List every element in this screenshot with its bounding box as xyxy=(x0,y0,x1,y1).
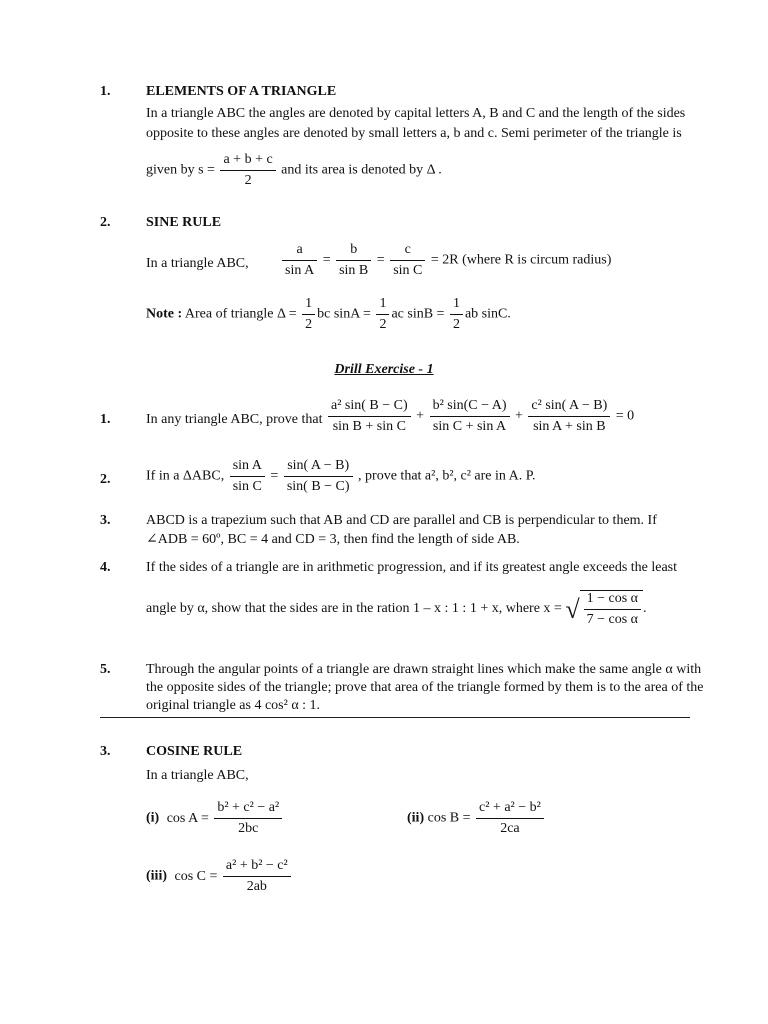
paragraph-line: In a triangle ABC, xyxy=(146,768,249,783)
fraction xyxy=(220,152,275,189)
q4-formula xyxy=(146,590,647,628)
q2-formula xyxy=(146,458,536,495)
section-divider xyxy=(100,717,690,718)
formula-text: = 2R (where R is circum radius) xyxy=(430,252,612,268)
sine-rule-intro: In a triangle ABC, xyxy=(146,256,249,271)
cosine-a-formula xyxy=(146,800,284,837)
area-note xyxy=(146,296,511,333)
numerator: b² sin(C − A) xyxy=(430,398,510,417)
numerator: a xyxy=(282,242,317,261)
question-number: 5. xyxy=(100,662,111,677)
drill-title-wrap xyxy=(0,362,768,378)
denominator: sin( B − C) xyxy=(286,479,350,494)
fraction xyxy=(302,296,315,333)
equals-sign: = xyxy=(270,468,279,484)
plus-sign: + xyxy=(515,408,523,424)
equals-sign: = xyxy=(322,252,331,268)
numerator: c² sin( A − B) xyxy=(528,398,610,417)
question-line: ABCD is a trapezium such that AB and CD are parallel and CB is perpendicular to them. If xyxy=(146,513,657,528)
numerator: 1 xyxy=(376,296,389,315)
denominator: 2ab xyxy=(246,879,267,894)
denominator: 2 xyxy=(305,317,313,332)
numerator: sin A xyxy=(230,458,265,477)
formula-text: , prove that a², b², c² are in A. P. xyxy=(358,468,536,484)
drill-title: Drill Exercise - 1 xyxy=(334,362,434,377)
radicand xyxy=(580,590,643,628)
denominator: sin C xyxy=(232,479,262,494)
formula-text: Area of triangle Δ = xyxy=(184,306,297,322)
sine-rule-formula xyxy=(280,242,611,279)
fraction xyxy=(230,458,265,495)
formula-text: bc sinA = xyxy=(317,306,371,322)
numerator: c² + a² − b² xyxy=(476,800,544,819)
fraction xyxy=(336,242,371,279)
plus-sign: + xyxy=(416,408,425,424)
fraction xyxy=(528,398,610,435)
formula-text: = 0 xyxy=(615,408,635,424)
cosine-c-formula xyxy=(146,858,293,895)
formula-text: angle by α, show that the sides are in the ration 1 – x : 1 : 1 + x, where x = xyxy=(146,601,562,617)
denominator: 2 xyxy=(379,317,387,332)
fraction xyxy=(214,800,282,837)
fraction xyxy=(390,242,425,279)
denominator: sin A xyxy=(285,263,315,278)
denominator: 2 xyxy=(452,317,460,332)
section-title: ELEMENTS OF A TRIANGLE xyxy=(146,84,337,99)
denominator: sin A + sin B xyxy=(533,419,606,434)
section-title: COSINE RULE xyxy=(146,744,243,759)
numerator: a² sin( B − C) xyxy=(328,398,411,417)
numerator: b² + c² − a² xyxy=(214,800,282,819)
semi-perimeter-formula xyxy=(146,152,442,189)
denominator: 7 − cos α xyxy=(586,612,639,627)
paragraph-line: In a triangle ABC the angles are denoted by capital letters A, B and C and the length of the sides xyxy=(146,106,686,121)
section-number: 2. xyxy=(100,215,111,230)
fraction xyxy=(376,296,389,333)
numerator: c xyxy=(390,242,425,261)
denominator: sin B xyxy=(339,263,369,278)
formula-text: cos B = xyxy=(427,810,471,826)
formula-text: If in a ΔABC, xyxy=(146,468,225,484)
fraction xyxy=(476,800,544,837)
numerator: 1 xyxy=(302,296,315,315)
denominator: 2 xyxy=(244,173,252,188)
paragraph-line: opposite to these angles are denoted by small letters a, b and c. Semi perimeter of the triangle is xyxy=(146,126,682,141)
question-number: 2. xyxy=(100,472,111,487)
numerator: b xyxy=(336,242,371,261)
question-number: 1. xyxy=(100,412,111,427)
numerator: 1 − cos α xyxy=(584,591,641,610)
fraction xyxy=(450,296,463,333)
numerator: a + b + c xyxy=(220,152,275,171)
question-line: Through the angular points of a triangle are drawn straight lines which make the same angle α with xyxy=(146,662,702,677)
question-number: 3. xyxy=(100,513,111,528)
numerator: 1 xyxy=(450,296,463,315)
radical-icon: √ xyxy=(565,594,580,624)
square-root xyxy=(565,590,643,628)
question-number: 4. xyxy=(100,560,111,575)
cosine-b-formula xyxy=(407,800,546,837)
note-label: Note : xyxy=(146,306,183,322)
question-line: the opposite sides of the triangle; prove that area of the triangle formed by them is to the area of the xyxy=(146,680,704,695)
question-text: In any triangle ABC, prove that xyxy=(146,412,323,427)
question-line: ∠ADB = 60º, BC = 4 and CD = 3, then find the length of side AB. xyxy=(146,532,520,547)
formula-text: ab sinC. xyxy=(464,306,511,322)
denominator: sin B + sin C xyxy=(332,419,406,434)
section-number: 3. xyxy=(100,744,111,759)
formula-label: (iii) xyxy=(146,868,167,884)
formula-label: (ii) xyxy=(407,810,425,826)
denominator: 2bc xyxy=(238,821,259,836)
question-line: If the sides of a triangle are in arithmetic progression, and if its greatest angle exceeds the least xyxy=(146,560,678,575)
equals-sign: = xyxy=(376,252,385,268)
fraction xyxy=(328,398,411,435)
section-number: 1. xyxy=(100,84,111,99)
fraction xyxy=(223,858,291,895)
formula-text: and its area is denoted by Δ . xyxy=(281,162,442,178)
formula-text: ac sinB = xyxy=(391,306,445,322)
formula-label: (i) xyxy=(146,810,160,826)
formula-text: cos A = xyxy=(166,810,209,826)
formula-text: cos C = xyxy=(174,868,218,884)
numerator: sin( A − B) xyxy=(284,458,353,477)
fraction xyxy=(430,398,510,435)
numerator: a² + b² − c² xyxy=(223,858,291,877)
question-line: original triangle as 4 cos² α : 1. xyxy=(146,698,321,713)
fraction xyxy=(584,591,641,628)
denominator: 2ca xyxy=(500,821,520,836)
formula-text: given by s = xyxy=(146,162,215,178)
denominator: sin C + sin A xyxy=(432,419,507,434)
section-title: SINE RULE xyxy=(146,215,222,230)
denominator: sin C xyxy=(393,263,423,278)
fraction xyxy=(282,242,317,279)
formula-text: . xyxy=(643,601,647,617)
fraction xyxy=(284,458,353,495)
q1-formula xyxy=(326,398,634,435)
